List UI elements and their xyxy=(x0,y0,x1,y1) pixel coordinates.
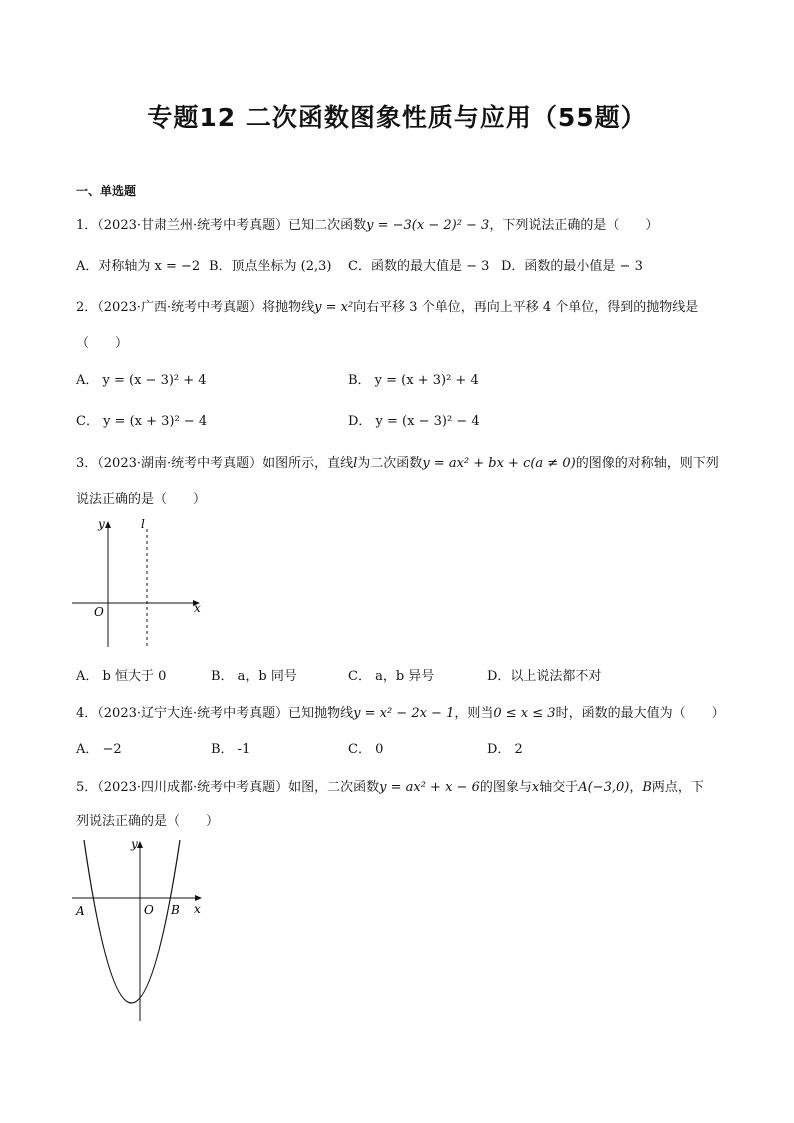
question-1-tail: ，下列说法正确的是（ ） xyxy=(489,218,659,233)
parabola-curve xyxy=(84,840,180,1003)
question-1-option-c: C．函数的最大值是 − 3 xyxy=(348,259,490,274)
question-4-formula: y = x² − 2x − 1 xyxy=(353,706,455,721)
question-4-option-d: D． 2 xyxy=(487,742,523,757)
question-3-tail: 的图像的对称轴，则下列 xyxy=(575,456,719,471)
x-axis-label: x xyxy=(194,601,201,615)
question-1-formula: y = −3(x − 2)² − 3 xyxy=(366,218,490,233)
question-4-option-b: B． -1 xyxy=(211,742,251,757)
question-1-stem xyxy=(76,214,658,233)
y-axis-label: y xyxy=(98,517,105,531)
question-5-tail: 两点，下 xyxy=(651,780,704,795)
origin-label: O xyxy=(144,903,154,917)
line-l-label: l xyxy=(141,517,145,531)
question-2-formula: y = x² xyxy=(314,300,354,315)
question-1-option-a: A．对称轴为 x = −2 xyxy=(76,259,201,274)
question-2-stem xyxy=(76,296,698,315)
question-4-option-a: A． −2 xyxy=(76,742,122,757)
question-3-line-l: l xyxy=(353,456,358,471)
origin-label: O xyxy=(94,605,104,619)
question-4-tail: 时，函数的最大值为（ ） xyxy=(555,706,725,721)
question-3-stem xyxy=(76,452,719,471)
question-3-line2: 说法正确的是（ ） xyxy=(76,492,207,507)
x-axis-label: x xyxy=(194,902,201,916)
y-axis-arrow xyxy=(137,841,143,848)
section-heading: 一、单选题 xyxy=(76,184,137,198)
question-4-stem xyxy=(76,702,725,721)
x-axis-arrow xyxy=(195,895,202,901)
question-5-text: 5．（2023·四川成都·统考中考真题）如图，二次函数 xyxy=(76,780,380,795)
question-4-text: 4．（2023·辽宁大连·统考中考真题）已知抛物线 xyxy=(76,706,354,721)
y-axis-label: y xyxy=(131,837,138,851)
question-5-mid: 的图象与 xyxy=(479,780,532,795)
point-a-label: A xyxy=(76,904,85,918)
question-1-option-b: B．顶点坐标为 (2,3) xyxy=(209,259,332,274)
question-2-tail: 向右平移 3 个单位，再向上平移 4 个单位，得到的抛物线是 xyxy=(353,300,699,315)
question-2-text: 2．（2023·广西·统考中考真题）将抛物线 xyxy=(76,300,315,315)
question-5-figure xyxy=(70,835,210,1025)
question-4-mid: ，则当 xyxy=(454,706,494,721)
question-3-option-b: B． a，b 同号 xyxy=(211,669,297,684)
question-3-option-d: D．以上说法都不对 xyxy=(487,669,602,684)
question-1-option-d: D．函数的最小值是 − 3 xyxy=(501,259,643,274)
question-5-x: x xyxy=(531,780,540,795)
question-5-formula: y = ax² + x − 6 xyxy=(379,780,480,795)
y-axis-arrow xyxy=(105,521,111,528)
question-3-option-c: C． a，b 异号 xyxy=(348,669,435,684)
question-5-stem xyxy=(76,776,704,795)
question-2-option-b: B． y = (x + 3)² + 4 xyxy=(348,373,479,388)
question-2-option-d: D． y = (x − 3)² − 4 xyxy=(348,414,480,429)
question-3-mid: 为二次函数 xyxy=(357,456,423,471)
question-2-option-c: C． y = (x + 3)² − 4 xyxy=(76,414,208,429)
question-5-point-a: A(−3,0) xyxy=(578,780,630,795)
page-title: 专题12 二次函数图象性质与应用（55题） xyxy=(147,103,647,132)
question-5-point-b: B xyxy=(642,780,652,795)
question-5-mid2: 轴交于 xyxy=(539,780,579,795)
question-3-formula: y = ax² + bx + c(a ≠ 0) xyxy=(422,456,576,471)
question-3-text: 3．（2023·湖南·统考中考真题）如图所示，直线 xyxy=(76,456,354,471)
point-b-label: B xyxy=(171,903,180,917)
question-4-option-c: C． 0 xyxy=(348,742,384,757)
question-5-line2: 列说法正确的是（ ） xyxy=(76,814,220,829)
question-5-comma: ， xyxy=(629,780,643,795)
question-2-option-a: A． y = (x − 3)² + 4 xyxy=(76,373,207,388)
question-4-range: 0 ≤ x ≤ 3 xyxy=(493,706,556,721)
question-1-text: 1．（2023·甘肃兰州·统考中考真题）已知二次函数 xyxy=(76,218,367,233)
question-2-line2: （ ） xyxy=(76,336,129,351)
question-3-figure xyxy=(70,515,210,655)
question-3-option-a: A． b 恒大于 0 xyxy=(76,669,167,684)
